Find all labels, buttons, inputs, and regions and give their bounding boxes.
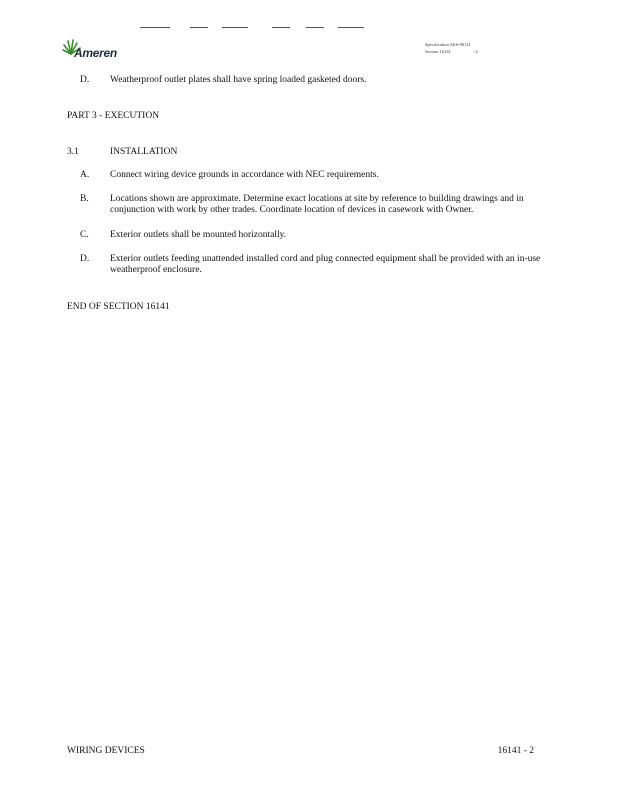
page-ref: - 2 (472, 49, 478, 54)
item-letter: B. (80, 194, 89, 204)
footer-page-number: 16141 - 2 (497, 746, 534, 756)
subsection-title: INSTALLATION (110, 147, 178, 157)
item-text: Connect wiring device grounds in accordance with NEC requirements. (110, 170, 379, 180)
list-item (80, 194, 546, 216)
spec-reference (425, 41, 478, 55)
item-text: Exterior outlets shall be mounted horizontally. (110, 230, 287, 240)
section-label: Section 16141 (425, 49, 451, 54)
list-item (80, 230, 546, 241)
page-footer (67, 746, 534, 756)
list-item (80, 75, 546, 86)
logo-wordmark: Ameren (74, 46, 117, 60)
footer-title: WIRING DEVICES (67, 746, 145, 756)
item-text: Locations shown are approximate. Determine exact locations at site by reference to building drawings and in conjunction with work by other trades. Coordinate location of devices in casework with Owner. (110, 194, 524, 215)
ameren-logo (60, 38, 130, 62)
end-of-section: END OF SECTION 16141 (67, 302, 170, 312)
part-heading: PART 3 - EXECUTION (67, 111, 160, 121)
spec-line: Specification AES-00121 (425, 42, 471, 47)
item-letter: D. (80, 254, 90, 264)
subsection-number: 3.1 (67, 147, 79, 157)
item-text: Exterior outlets feeding unattended installed cord and plug connected equipment shall be provided with an in-use weatherproof enclosure. (110, 254, 541, 275)
item-letter: D. (80, 75, 90, 85)
item-text: Weatherproof outlet plates shall have spring loaded gasketed doors. (110, 75, 367, 85)
item-letter: C. (80, 230, 89, 240)
list-item (80, 170, 546, 181)
item-letter: A. (80, 170, 90, 180)
list-item (80, 254, 546, 276)
